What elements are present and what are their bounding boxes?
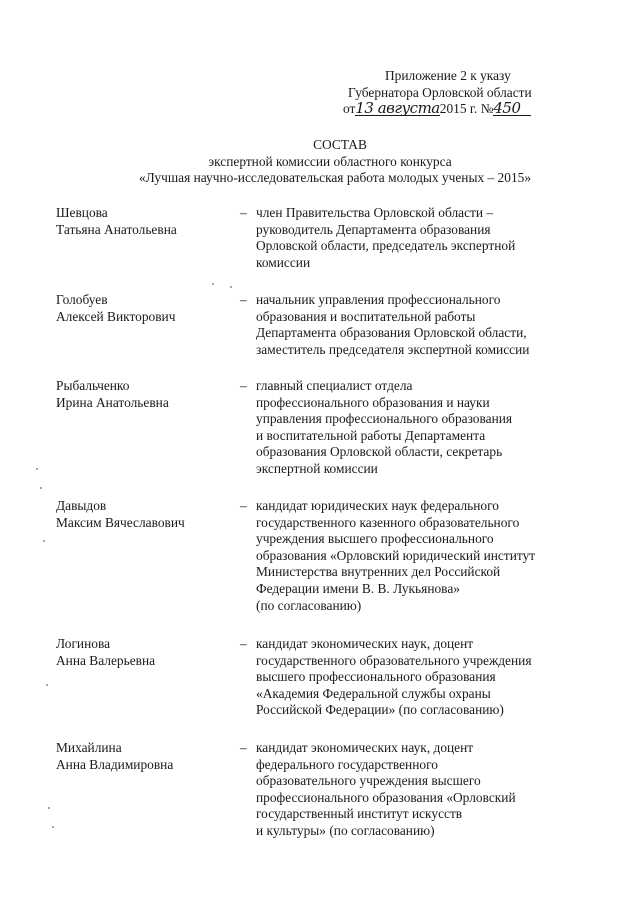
description-line: и воспитательной работы Департамента — [256, 427, 486, 443]
description-line: экспертной комиссии — [256, 460, 378, 476]
scan-speck — [52, 826, 54, 828]
scan-speck — [40, 487, 42, 489]
description-line: государственного образовательного учреждения — [256, 652, 532, 668]
member-description — [256, 378, 586, 478]
description-line: и культуры» (по согласованию) — [256, 822, 435, 838]
member-description — [256, 205, 586, 271]
member-name — [56, 378, 236, 411]
date-prefix: от — [343, 101, 356, 117]
description-line: профессионального образования и науки — [256, 394, 490, 410]
member-description — [256, 498, 586, 614]
description-line: кандидат экономических наук, доцент — [256, 636, 474, 651]
description-line: Департамента образования Орловской области, — [256, 325, 527, 341]
description-line: главный специалист отдела — [256, 378, 413, 393]
scan-speck — [36, 468, 38, 470]
dash-separator: – — [240, 205, 247, 220]
description-line: начальник управления профессионального — [256, 292, 501, 307]
description-line: образования «Орловский юридический институт — [256, 547, 536, 563]
description-line: (по согласованию) — [256, 597, 362, 613]
description-line: руководитель Департамента образования — [256, 221, 491, 237]
appendix-line-1: Приложение 2 к указу — [385, 68, 511, 83]
member-surname: Рыбальченко — [56, 378, 130, 393]
dash-separator: – — [240, 292, 247, 307]
dash-separator: – — [240, 636, 247, 651]
description-line: заместитель председателя экспертной комиссии — [256, 341, 530, 357]
appendix-line-2: Губернатора Орловской области — [348, 84, 532, 100]
appendix-header — [343, 68, 603, 118]
description-line: образования Орловской области, секретарь — [256, 444, 503, 460]
description-line: Федерации имени В. В. Лукьянова» — [256, 580, 460, 596]
member-given-names: Алексей Викторович — [56, 308, 176, 324]
scan-speck — [46, 684, 48, 686]
member-given-names: Татьяна Анатольевна — [56, 221, 177, 237]
description-line: комиссии — [256, 254, 311, 270]
description-line: образования и воспитательной работы — [256, 308, 476, 324]
dash-separator: – — [240, 498, 247, 513]
member-surname: Шевцова — [56, 205, 108, 220]
description-line: Орловской области, председатель экспертной — [256, 238, 516, 254]
description-line: Министерства внутренних дел Российской — [256, 564, 501, 580]
description-line: профессионального образования «Орловский — [256, 789, 516, 805]
title-line-3: «Лучшая научно-исследовательская работа молодых ученых – 2015» — [138, 170, 532, 186]
dash-separator: – — [240, 378, 247, 393]
member-description — [256, 636, 586, 719]
year-text: 2015 г. № — [439, 101, 494, 117]
member-surname: Логинова — [56, 636, 111, 651]
member-surname: Михайлина — [56, 740, 122, 755]
member-description — [256, 292, 586, 358]
member-surname: Давыдов — [56, 498, 107, 513]
document-title — [0, 137, 640, 187]
member-name — [56, 205, 236, 238]
description-line: высшего профессионального образования — [256, 669, 496, 685]
description-line: федерального государственного — [256, 756, 438, 772]
handwritten-number: 450 — [493, 102, 531, 116]
member-given-names: Анна Владимировна — [56, 756, 174, 772]
description-line: кандидат юридических наук федерального — [256, 498, 499, 513]
member-given-names: Ирина Анатольевна — [56, 394, 169, 410]
description-line: управления профессионального образования — [256, 411, 513, 427]
description-line: «Академия Федеральной службы охраны — [256, 685, 491, 701]
description-line: государственного казенного образовательного — [256, 514, 520, 530]
member-name — [56, 636, 236, 669]
description-line: член Правительства Орловской области – — [256, 205, 494, 220]
scan-speck — [48, 807, 50, 809]
member-given-names: Максим Вячеславович — [56, 514, 185, 530]
scan-speck — [212, 283, 214, 285]
description-line: образовательного учреждения высшего — [256, 773, 481, 789]
description-line: кандидат экономических наук, доцент — [256, 740, 474, 755]
member-name — [56, 292, 236, 325]
member-given-names: Анна Валерьевна — [56, 652, 156, 668]
scan-speck — [230, 286, 232, 288]
handwritten-date: 13 августа — [355, 99, 440, 118]
member-name — [56, 498, 236, 531]
description-line: Российской Федерации» (по согласованию) — [256, 702, 504, 718]
member-surname: Голобуев — [56, 292, 108, 307]
title-line-2: экспертной комиссии областного конкурса — [208, 153, 452, 169]
member-description — [256, 740, 586, 840]
description-line: учреждения высшего профессионального — [256, 531, 494, 547]
description-line: государственный институт искусств — [256, 806, 463, 822]
title-heading: СОСТАВ — [313, 137, 367, 152]
member-name — [56, 740, 236, 773]
appendix-date-line — [343, 101, 603, 118]
scan-speck — [43, 540, 45, 542]
dash-separator: – — [240, 740, 247, 755]
